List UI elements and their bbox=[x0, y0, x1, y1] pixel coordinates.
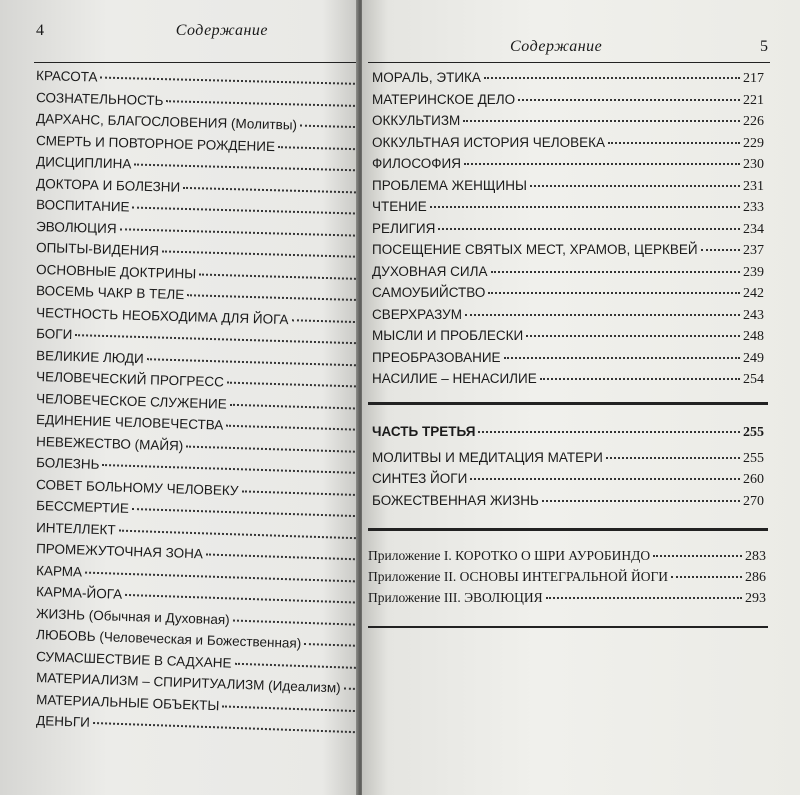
toc-entry-page: 230 bbox=[743, 157, 764, 172]
dot-leader bbox=[233, 619, 358, 625]
toc-entry-label: ДЕНЬГИ bbox=[35, 713, 91, 730]
toc-entry-label: ОККУЛЬТИЗМ bbox=[372, 113, 461, 128]
toc-entry-label: БЕССМЕРТИЕ bbox=[35, 498, 130, 516]
toc-entry[interactable] bbox=[372, 450, 764, 472]
toc-entry-page: 233 bbox=[743, 200, 764, 215]
left-header-rule bbox=[34, 62, 358, 63]
dot-leader bbox=[278, 146, 358, 150]
toc-entry-page: 254 bbox=[743, 372, 764, 387]
dot-leader bbox=[234, 662, 358, 668]
toc-entry-label: МАТЕРИАЛЬНЫЕ ОБЪЕКТЫ bbox=[35, 691, 220, 713]
dot-leader bbox=[464, 163, 740, 165]
dot-leader bbox=[491, 271, 740, 273]
toc-entry-label: СОВЕТ БОЛЬНОМУ ЧЕЛОВЕКУ bbox=[35, 476, 239, 498]
toc-entry[interactable] bbox=[372, 493, 764, 515]
dot-leader bbox=[304, 643, 358, 647]
dot-leader bbox=[526, 335, 740, 337]
dot-leader bbox=[206, 553, 358, 560]
toc-entry-label: СИНТЕЗ ЙОГИ bbox=[372, 471, 468, 486]
toc-entry-page: 242 bbox=[743, 286, 764, 301]
dot-leader bbox=[132, 508, 358, 517]
toc-entry-label: САМОУБИЙСТВО bbox=[372, 285, 486, 300]
right-page-number: 5 bbox=[760, 38, 768, 55]
toc-entry-label: ДОКТОРА И БОЛЕЗНИ bbox=[35, 175, 181, 195]
toc-entry-page: 217 bbox=[743, 71, 764, 86]
toc-entry-page: 248 bbox=[743, 329, 764, 344]
dot-leader bbox=[484, 77, 740, 79]
toc-entry-label: ФИЛОСОФИЯ bbox=[372, 156, 461, 171]
right-toc-list bbox=[372, 70, 764, 393]
dot-leader bbox=[546, 597, 742, 599]
dot-leader bbox=[230, 403, 358, 409]
dot-leader bbox=[241, 490, 358, 496]
toc-entry-page: 237 bbox=[743, 243, 764, 258]
toc-entry-page: 255 bbox=[743, 425, 764, 440]
dot-leader bbox=[75, 334, 358, 344]
toc-entry-label: ЧЕЛОВЕЧЕСКОЕ СЛУЖЕНИЕ bbox=[35, 390, 228, 412]
dot-leader bbox=[291, 319, 358, 323]
toc-entry-label: ОККУЛЬТНАЯ ИСТОРИЯ ЧЕЛОВЕКА bbox=[372, 134, 605, 150]
dot-leader bbox=[671, 576, 742, 578]
toc-entry-label: ВЕЛИКИЕ ЛЮДИ bbox=[35, 347, 144, 366]
dot-leader bbox=[120, 228, 358, 236]
part-three-top-rule bbox=[368, 402, 768, 405]
appendix-list bbox=[368, 548, 766, 611]
toc-entry-page: 270 bbox=[743, 493, 764, 509]
dot-leader bbox=[465, 314, 740, 316]
toc-entry-label: НЕВЕЖЕСТВО (МАЙЯ) bbox=[35, 433, 184, 453]
appendix-bottom-rule bbox=[368, 626, 768, 628]
dot-leader bbox=[102, 464, 358, 474]
toc-entry-label: КАРМА-ЙОГА bbox=[35, 584, 123, 602]
toc-entry-label: МАТЕРИНСКОЕ ДЕЛО bbox=[372, 91, 516, 107]
toc-entry-label: ЕДИНЕНИЕ ЧЕЛОВЕЧЕСТВА bbox=[35, 412, 224, 433]
dot-leader bbox=[540, 378, 740, 380]
right-header-rule bbox=[368, 62, 770, 63]
part-three-heading[interactable] bbox=[372, 424, 764, 446]
toc-entry-label: ЧЕЛОВЕЧЕСКИЙ ПРОГРЕСС bbox=[35, 369, 225, 390]
left-page-number: 4 bbox=[36, 22, 44, 39]
dot-leader bbox=[478, 431, 740, 433]
toc-entry[interactable] bbox=[372, 242, 764, 264]
toc-entry[interactable] bbox=[372, 350, 764, 372]
toc-entry[interactable] bbox=[372, 135, 764, 157]
dot-leader bbox=[430, 206, 740, 208]
dot-leader bbox=[132, 207, 358, 215]
toc-entry-label: СУМАСШЕСТВИЕ В САДХАНЕ bbox=[35, 648, 232, 671]
toc-entry[interactable] bbox=[372, 92, 764, 114]
left-header-title: Содержание bbox=[175, 22, 268, 39]
toc-entry-label: ЧЕСТНОСТЬ НЕОБХОДИМА ДЛЯ ЙОГА bbox=[35, 304, 289, 327]
toc-entry-label: РЕЛИГИЯ bbox=[372, 220, 436, 236]
dot-leader bbox=[470, 478, 740, 480]
dot-leader bbox=[488, 292, 740, 294]
toc-entry-label: ОСНОВНЫЕ ДОКТРИНЫ bbox=[35, 261, 197, 281]
dot-leader bbox=[85, 571, 358, 582]
dot-leader bbox=[542, 500, 740, 502]
left-toc-list bbox=[36, 68, 358, 735]
right-page-header bbox=[370, 38, 768, 56]
dot-leader bbox=[653, 555, 742, 557]
toc-entry-label: БОЛЕЗНЬ bbox=[35, 455, 100, 472]
dot-leader bbox=[199, 273, 358, 279]
toc-entry-label: СОЗНАТЕЛЬНОСТЬ bbox=[35, 89, 164, 108]
toc-entry-label: ЛЮБОВЬ (Человеческая и Божественная) bbox=[35, 627, 302, 651]
toc-entry-label: МОРАЛЬ, ЭТИКА bbox=[372, 70, 481, 85]
toc-entry-label: ЖИЗНЬ (Обычная и Духовная) bbox=[35, 605, 230, 627]
dot-leader bbox=[226, 425, 358, 431]
toc-entry-label: КРАСОТА bbox=[35, 68, 98, 85]
toc-entry-label: ПРОМЕЖУТОЧНАЯ ЗОНА bbox=[35, 541, 204, 562]
dot-leader bbox=[147, 358, 358, 366]
dot-leader bbox=[125, 594, 358, 604]
toc-entry-page: 239 bbox=[743, 264, 764, 280]
appendix-entry[interactable] bbox=[368, 548, 766, 569]
toc-entry-page: 221 bbox=[743, 92, 764, 108]
dot-leader bbox=[100, 77, 358, 85]
toc-entry-label: ЧТЕНИЕ bbox=[372, 199, 427, 214]
dot-leader bbox=[504, 357, 740, 359]
toc-entry[interactable] bbox=[372, 70, 764, 92]
dot-leader bbox=[608, 142, 740, 144]
toc-entry-label: СМЕРТЬ И ПОВТОРНОЕ РОЖДЕНИЕ bbox=[35, 132, 276, 154]
dot-leader bbox=[183, 186, 358, 193]
toc-entry[interactable] bbox=[372, 113, 764, 135]
toc-entry-page: 260 bbox=[743, 472, 764, 487]
dot-leader bbox=[518, 99, 740, 101]
toc-entry-label: ДИСЦИПЛИНА bbox=[35, 154, 132, 172]
toc-entry-page: 249 bbox=[743, 350, 764, 366]
toc-entry[interactable] bbox=[372, 307, 764, 329]
toc-entry-label: БОЖЕСТВЕННАЯ ЖИЗНЬ bbox=[372, 492, 539, 508]
toc-entry[interactable] bbox=[372, 178, 764, 200]
toc-entry[interactable] bbox=[372, 264, 764, 286]
toc-entry-label: ДАРХАНС, БЛАГОСЛОВЕНИЯ (Молитвы) bbox=[35, 111, 298, 133]
toc-entry-label: ВОСПИТАНИЕ bbox=[35, 197, 130, 215]
dot-leader bbox=[93, 722, 358, 733]
dot-leader bbox=[227, 382, 358, 388]
part-three-section bbox=[372, 424, 764, 514]
toc-entry-page: 226 bbox=[743, 114, 764, 129]
toc-entry-page: 283 bbox=[745, 549, 766, 564]
toc-entry-label: СВЕРХРАЗУМ bbox=[372, 306, 462, 322]
dot-leader bbox=[186, 445, 358, 452]
dot-leader bbox=[701, 249, 740, 251]
toc-entry-label: ПРЕОБРАЗОВАНИЕ bbox=[372, 349, 501, 365]
toc-entry[interactable] bbox=[372, 371, 764, 393]
toc-entry-label: Приложение III. ЭВОЛЮЦИЯ bbox=[368, 590, 543, 605]
toc-entry[interactable] bbox=[372, 199, 764, 221]
toc-entry-label: БОГИ bbox=[35, 326, 73, 343]
toc-entry[interactable] bbox=[372, 328, 764, 350]
toc-entry-page: 243 bbox=[743, 307, 764, 323]
toc-entry-page: 231 bbox=[743, 178, 764, 194]
toc-entry[interactable] bbox=[372, 156, 764, 178]
toc-entry-label: НАСИЛИЕ – НЕНАСИЛИЕ bbox=[372, 371, 537, 386]
dot-leader bbox=[162, 250, 358, 257]
toc-entry-label: ПРОБЛЕМА ЖЕНЩИНЫ bbox=[372, 177, 527, 193]
right-header-title: Содержание bbox=[510, 38, 603, 55]
dot-leader bbox=[222, 705, 358, 712]
dot-leader bbox=[187, 294, 358, 301]
appendix-entry[interactable] bbox=[368, 569, 766, 590]
toc-entry-label: ЭВОЛЮЦИЯ bbox=[35, 218, 117, 236]
toc-entry-page: 255 bbox=[743, 450, 764, 466]
toc-entry-label: ДУХОВНАЯ СИЛА bbox=[372, 263, 488, 279]
dot-leader bbox=[463, 120, 740, 122]
appendix-entry[interactable] bbox=[368, 590, 766, 611]
toc-entry[interactable] bbox=[372, 285, 764, 307]
dot-leader bbox=[119, 529, 358, 539]
toc-entry-label: КАРМА bbox=[35, 562, 83, 579]
toc-entry-label: МЫСЛИ И ПРОБЛЕСКИ bbox=[372, 328, 524, 343]
toc-entry-page: 293 bbox=[745, 591, 766, 606]
dot-leader bbox=[166, 100, 358, 107]
toc-entry-label: ПОСЕЩЕНИЕ СВЯТЫХ МЕСТ, ХРАМОВ, ЦЕРКВЕЙ bbox=[372, 242, 698, 257]
toc-entry-label: ИНТЕЛЛЕКТ bbox=[35, 519, 116, 538]
toc-entry-label: ЧАСТЬ ТРЕТЬЯ bbox=[372, 424, 476, 439]
toc-entry-page: 234 bbox=[743, 221, 764, 237]
toc-entry-label: Приложение I. КОРОТКО О ШРИ АУРОБИНДО bbox=[368, 548, 651, 563]
toc-entry[interactable] bbox=[372, 471, 764, 493]
appendix-top-rule bbox=[368, 528, 768, 531]
toc-entry-page: 229 bbox=[743, 135, 764, 151]
toc-entry-label: МАТЕРИАЛИЗМ – СПИРИТУАЛИЗМ (Идеализм) bbox=[35, 670, 341, 696]
dot-leader bbox=[530, 185, 740, 187]
dot-leader bbox=[438, 228, 740, 230]
toc-entry-page: 286 bbox=[745, 570, 766, 585]
dot-leader bbox=[606, 457, 740, 459]
right-page bbox=[362, 0, 800, 795]
toc-entry[interactable] bbox=[372, 221, 764, 243]
toc-entry-label: ОПЫТЫ-ВИДЕНИЯ bbox=[35, 240, 160, 259]
toc-entry-label: МОЛИТВЫ И МЕДИТАЦИЯ МАТЕРИ bbox=[372, 449, 603, 465]
left-page bbox=[0, 0, 358, 795]
toc-entry-label: Приложение II. ОСНОВЫ ИНТЕГРАЛЬНОЙ ЙОГИ bbox=[368, 569, 669, 584]
left-page-header bbox=[36, 22, 358, 40]
dot-leader bbox=[300, 125, 358, 128]
toc-entry-label: ВОСЕМЬ ЧАКР В ТЕЛЕ bbox=[35, 283, 185, 303]
dot-leader bbox=[134, 164, 358, 172]
